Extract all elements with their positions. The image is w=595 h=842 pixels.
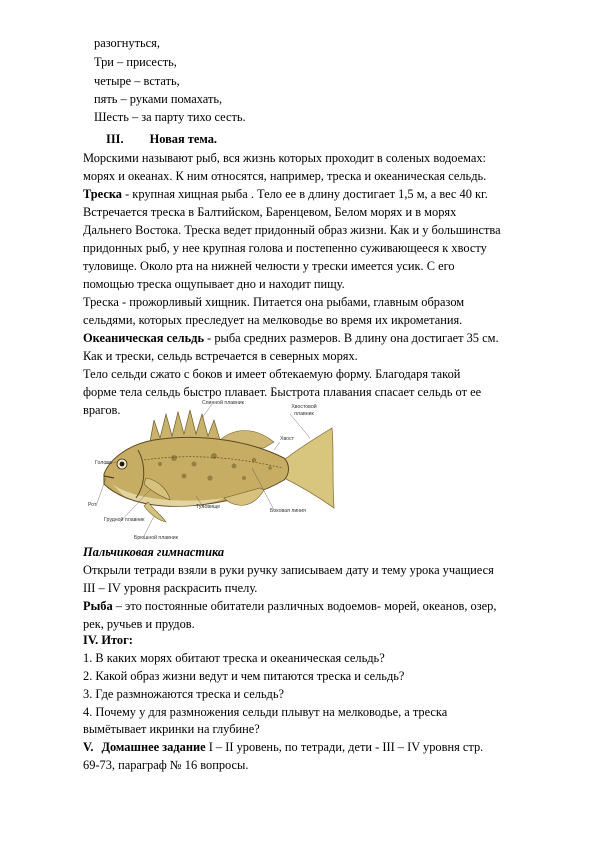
cod-term: Треска — [83, 187, 122, 201]
section-5-line: 69-73, параграф № 16 вопросы. — [83, 758, 249, 772]
label-spinous-fin: Спинной плавник — [202, 400, 244, 406]
herring-line: Как и трески, сельдь встречается в северных морях. — [83, 349, 358, 363]
label-pectoral-fin: Грудной плавник — [104, 517, 145, 523]
cod-line: придонных рыб, у нее крупная голова и постепенно суживающееся к хвосту — [83, 241, 487, 255]
label-trunk: Туловище — [196, 504, 221, 510]
question-item: 3. Где размножаются треска и сельдь? — [83, 687, 284, 701]
gymnastics-line: III – IV уровня раскрасить пчелу. — [83, 581, 258, 595]
cod-line: помощью треска ощупывает дно и находит пищу. — [83, 277, 345, 291]
label-head: Голова — [95, 460, 112, 466]
section-5-title: Домашнее задание — [101, 740, 206, 754]
section-5-text: I – II уровень, по тетради, дети - III – IV уровня стр. — [205, 740, 484, 754]
fish-definition-line: рек, ручьев и прудов. — [83, 617, 195, 631]
poem-line: Шесть – за парту тихо сесть. — [94, 110, 246, 124]
gymnastics-line: Открыли тетради взяли в руки ручку записываем дату и тему урока учащиеся — [83, 563, 494, 577]
fish-term: Рыба — [83, 599, 113, 613]
question-item: 4. Почему у для размножения сельди плывут на мелководье, а треска — [83, 705, 448, 719]
section-3-title: Новая тема. — [149, 132, 218, 146]
intro-line: морях и океанах. К ним относятся, например, треска и океаническая сельдь. — [83, 169, 487, 183]
herring-line: врагов. — [83, 403, 121, 417]
fish-definition-text: – это постоянные обитатели различных водоемов- морей, океанов, озер, — [112, 599, 497, 613]
section-5-heading — [83, 740, 483, 755]
herring-line: форме тела сельдь быстро плавает. Быстрота плавания спасает сельдь от ее — [83, 385, 482, 399]
cod-line: Дальнего Востока. Треска ведет придонный образ жизни. Как и у большинства — [83, 223, 501, 237]
poem-line: разогнуться, — [94, 36, 160, 50]
section-4-heading: IV. Итог: — [83, 633, 133, 647]
section-3-numeral: III. — [106, 132, 124, 146]
cod-definition-text: - крупная хищная рыба . Тело ее в длину достигает 1,5 м, а вес 40 кг. — [121, 187, 488, 201]
herring-definition — [83, 331, 499, 346]
question-item: вымётывает икринки на глубине? — [83, 722, 260, 736]
cod-definition — [83, 187, 488, 202]
cod-line: сельдями, которых преследует на мелководье во время их икрометания. — [83, 313, 463, 327]
question-item: 1. В каких морях обитают треска и океаническая сельдь? — [83, 651, 385, 665]
poem-line: четыре – встать, — [94, 74, 180, 88]
section-5-numeral: V. — [83, 740, 94, 754]
intro-line: Морскими называют рыб, вся жизнь которых проходит в соленых водоемах: — [83, 151, 486, 165]
section-3-heading — [106, 132, 217, 147]
herring-line: Тело сельди сжато с боков и имеет обтекаемую форму. Благодаря такой — [83, 367, 461, 381]
cod-line: Встречается треска в Балтийском, Баренцевом, Белом морях и в морях — [83, 205, 457, 219]
label-tail-fin: Хвостовой плавник — [291, 404, 317, 417]
cod-line: Треска - прожорливый хищник. Питается она рыбами, главным образом — [83, 295, 465, 309]
question-item: 2. Какой образ жизни ведут и чем питаются треска и сельдь? — [83, 669, 405, 683]
label-mouth: Рот — [88, 502, 97, 508]
herring-definition-text: - рыба средних размеров. В длину она достигает 35 см. — [204, 331, 499, 345]
gymnastics-title: Пальчиковая гимнастика — [83, 545, 225, 559]
label-pelvic-fin: Брюшной плавник — [134, 535, 178, 541]
cod-line: туловище. Около рта на нижней челюсти у трески имеется усик. С его — [83, 259, 455, 273]
poem-line: Три – присесть, — [94, 55, 177, 69]
label-lateral-line: Боковая линия — [270, 508, 306, 514]
fish-definition — [83, 599, 496, 614]
poem-line: пять – руками помахать, — [94, 92, 223, 106]
herring-term: Океаническая сельдь — [83, 331, 205, 345]
label-tail: Хвост — [280, 436, 295, 442]
